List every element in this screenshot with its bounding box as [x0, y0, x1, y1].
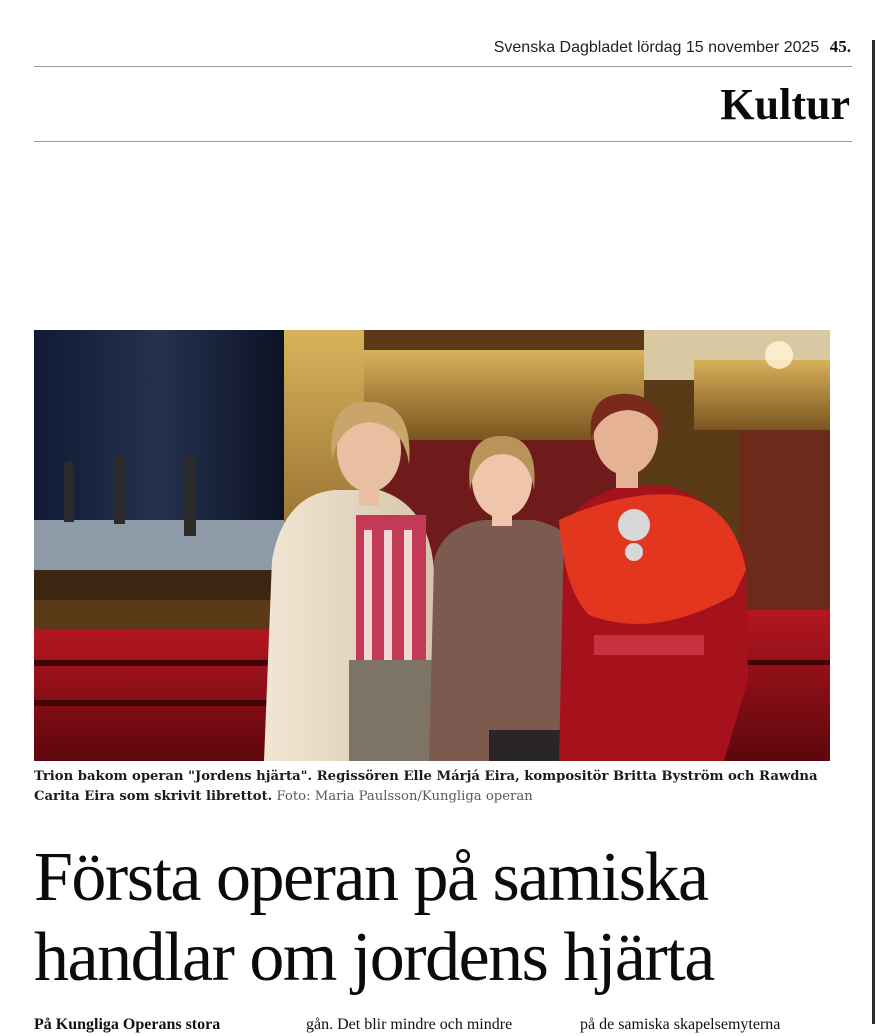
page-header: [494, 37, 851, 57]
headline-line-1: Första operan på samiska: [34, 839, 708, 916]
article-photo: [34, 330, 830, 761]
page-edge: [872, 40, 875, 1024]
article-headline: [34, 838, 864, 998]
publication-date: Svenska Dagbladet lördag 15 november 2025: [493, 39, 820, 56]
section-title: Kultur: [720, 80, 850, 129]
header-divider: [34, 66, 852, 67]
section-divider: [34, 141, 852, 142]
headline-line-2: handlar om jordens hjärta: [34, 919, 714, 996]
caption-text: Trion bakom operan "Jordens hjärta". Regissören Elle Márjá Eira, kompositör Britta Byström och Rawdna Carita Eira som skrivit librettot.: [34, 769, 818, 804]
body-column-3: på de samiska skapelsemyterna: [580, 1016, 781, 1033]
body-column-2: gån. Det blir mindre och mindre: [306, 1016, 513, 1033]
body-column-1: På Kungliga Operans stora: [34, 1016, 221, 1033]
page-number: 45.: [829, 37, 851, 56]
photo-credit: Foto: Maria Paulsson/Kungliga operan: [276, 789, 533, 804]
photo-caption: [34, 767, 840, 807]
